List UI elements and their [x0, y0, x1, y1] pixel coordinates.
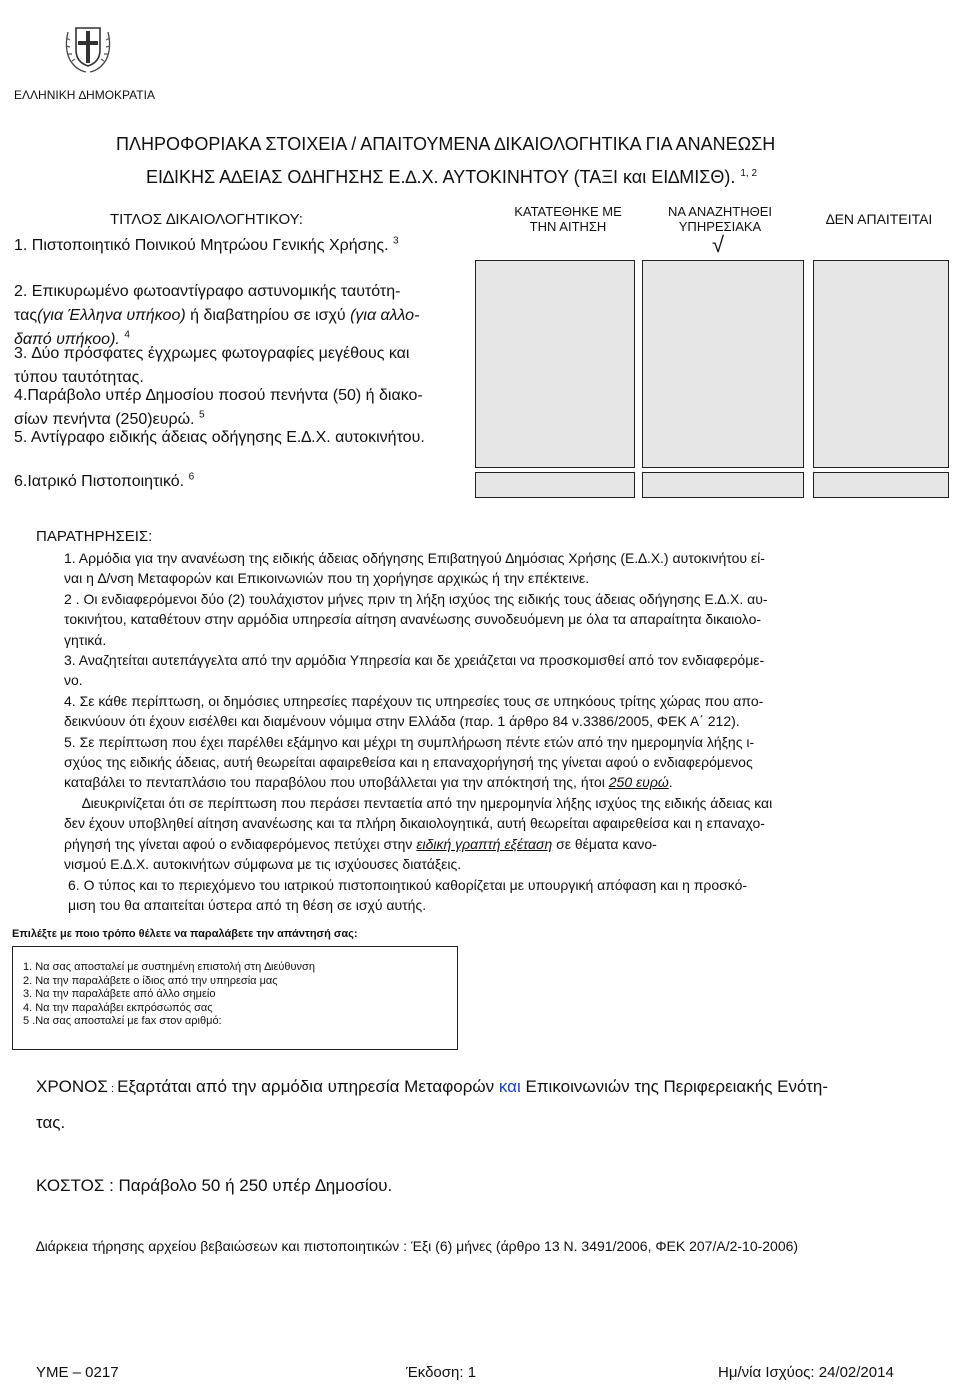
doc-6-searched-checkbox[interactable] [642, 472, 804, 498]
delivery-option-5[interactable]: 5 .Να σας αποσταλεί με fax στον αριθμό: [23, 1015, 222, 1027]
column-title-header: ΤΙΤΛΟΣ ∆ΙΚΑΙΟΛΟΓΗΤΙΚΟΥ: [110, 211, 303, 228]
delivery-option-2[interactable]: 2. Να την παραλάβετε ο ίδιος από την υπηρεσία μας [23, 974, 278, 987]
note-3: 3. Αναζητείται αυτεπάγγελτα από την αρμόδια Υπηρεσία και δε χρειάζεται να προσκομισθεί από τον ενδιαφερόμε- νο. [64, 652, 765, 689]
written-exam-link: ειδική γραπτή εξέταση [416, 835, 553, 852]
delivery-option-4[interactable]: 4. Να την παραλάβει εκπρόσωπός σας [23, 1001, 213, 1014]
note-2: 2 . Οι ενδιαφερόμενοι δύο (2) τουλάχιστον μήνες πριν τη λήξη ισχύος της ειδικής τους άδειας οδήγησης Ε.∆.Χ. αυ- τοκινήτου, καταθέτουν στην αρμόδια υπηρεσία αίτηση ανανέωσης συνοδευόμενη με όλα τα απαραίτητα δικαιολο- γητικά. [64, 590, 768, 648]
doc-5-label: 5. Αντίγραφο ειδικής άδειας οδήγησης Ε.∆.Χ. αυτοκινήτου. [14, 429, 425, 446]
note-1: 1. Αρμόδια για την ανανέωση της ειδικής άδειας οδήγησης Επιβατηγού ∆ημόσιας Χρήσης (Ε.∆.Χ.) αυτοκινήτου εί- ναι η ∆/νση Μεταφορών και Επικοινωνιών που τη χορήγησε αρχικώς ή την επέκτεινε. [64, 550, 765, 587]
doc-1-label: 1. Πιστοποιητικό Ποινικού Μητρώου Γενικής Χρήσης. $^3$ [14, 235, 399, 254]
footer-valid-from: Ημ/νία Ισχύος: 24/02/2014 [718, 1364, 894, 1381]
time-label: ΧΡΟΝΟΣ [36, 1077, 108, 1096]
delivery-heading: Επιλέξτε με ποιο τρόπο θέλετε να παραλάβετε την απάντησή σας: [12, 928, 358, 940]
doc-6-not-required-checkbox[interactable] [813, 472, 949, 498]
greek-coat-of-arms-icon [62, 14, 114, 74]
column-searched-header: ΝΑ ΑΝΑΖΗΤΗΘΕΙ ΥΠΗΡΕΣΙΑΚΑ [667, 204, 773, 234]
doc-2-label: 2. Επικυρωμένο φωτοαντίγραφο αστυνομικής ταυτότη- τας(για Έλληνα υπήκοο) ή διαβατηρίου σε ισχύ (για αλλο- δαπό υπήκοο). $^4$ [14, 283, 420, 348]
page-title-line-2: ΕΙ∆ΙΚΗΣ Α∆ΕΙΑΣ Ο∆ΗΓΗΣΗΣ Ε.∆.Χ. ΑΥΤΟΚΙΝΗΤΟΥ (ΤΑΞΙ και ΕΙ∆ΜΙΣΘ). $^{1, 2}$ [146, 167, 758, 187]
doc-6-label: 6.Ιατρικό Πιστοποιητικό. $^6$ [14, 471, 195, 490]
notes-body [64, 548, 954, 915]
retention-period: ∆ιάρκεια τήρησης αρχείου βεβαιώσεων και πιστοποιητικών : Έξι (6) μήνες (άρθρο 13 Ν. 3491/2006, ΦΕΚ 207/Α/2-10-2006) [36, 1238, 799, 1254]
fee-amount: 250 ευρώ [608, 774, 669, 791]
processing-time: ΧΡΟΝΟΣ : Εξαρτάται από την αρμόδια υπηρεσία Μεταφορών και Επικοινωνιών της Περιφερειακής Ενότη- τας. [36, 1077, 829, 1132]
delivery-options-box [12, 946, 458, 1050]
delivery-option-3[interactable]: 3. Να την παραλάβετε από άλλο σημείο [23, 988, 216, 1000]
page-title-line-1: ΠΛΗΡΟΦΟΡΙΑΚΑ ΣΤΟΙΧΕΙΑ / ΑΠΑΙΤΟΥΜΕΝΑ ∆ΙΚΑΙΟΛΟΓΗΤΙΚΑ ΓΙΑ ΑΝΑΝΕΩΣΗ [116, 134, 776, 154]
doc-6-submitted-checkbox[interactable] [475, 472, 635, 498]
cost-label: ΚΟΣΤΟΣ : [36, 1176, 119, 1195]
column-not-required-header: ∆ΕΝ ΑΠΑΙΤΕΙΤΑΙ [826, 211, 933, 227]
doc-3-label: 3. ∆ύο πρόσφατες έγχρωμες φωτογραφίες μεγέθους και τύπου ταυτότητας. [14, 345, 410, 386]
not-required-checkbox-column[interactable] [813, 260, 949, 468]
searched-checkbox-column[interactable] [642, 260, 804, 468]
note-5: 5. Σε περίπτωση που έχει παρέλθει εξάμηνο και μέχρι τη συμπλήρωση πέντε ετών από την ημερομηνία λήξης ι- σχύος της ειδικής άδειας, αυτή θεωρείται αφαιρεθείσα και η επαναχορήγησή της γίνεται αφού ο ενδιαφερόμενος καταβάλει το πενταπλάσιο του παραβόλου που υποβάλλεται για την απόκτησή της, ήτοι 250 ευρώ. ∆ιευκρινίζεται ότι σε περίπτωση που περάσει πενταετία από την ημερομηνία λήξης ισχύος της ειδικής άδειας και δεν έχουν υποβληθεί αίτηση ανανέωσης και τα πλήρη δικαιολογητικά, αυτή θεωρείται αφαιρεθείσα και η επαναχο- ρήγησή της γίνεται αφού ο ενδιαφερόμενος πετύχει στην ειδική γραπτή εξέταση σε θέματα κανο- νισμού Ε.∆.Χ. αυτοκινήτων σύμφωνα με τις ισχύουσες διατάξεις. [64, 733, 773, 873]
notes-heading: ΠΑΡΑΤΗΡΗΣΕΙΣ: [36, 528, 153, 545]
check-mark-icon: √ [712, 232, 725, 257]
submitted-checkbox-column[interactable] [475, 260, 635, 468]
state-name: ΕΛΛΗΝΙΚΗ ∆ΗΜΟΚΡΑΤΙΑ [14, 88, 155, 102]
delivery-option-1[interactable]: 1. Να σας αποσταλεί με συστημένη επιστολή στη ∆ιεύθυνση [23, 961, 315, 973]
footer-edition: Έκδοση: 1 [406, 1364, 477, 1381]
cost: ΚΟΣΤΟΣ : Παράβολο 50 ή 250 υπέρ ∆ημοσίου. [36, 1176, 393, 1195]
note-6: 6. Ο τύπος και το περιεχόμενο του ιατρικού πιστοποιητικού καθορίζεται με υπουργική απόφαση και η προσκό- μιση του θα απαιτείται ύστερα από τη θέση σε ισχύ αυτής. [68, 876, 748, 913]
note-4: 4. Σε κάθε περίπτωση, οι δημόσιες υπηρεσίες παρέχουν τις υπηρεσίες τους σε υπηκόους τρίτης χώρας που απο- δεικνύουν ότι έχουν εισέλθει και διαμένουν νόμιμα στην Ελλάδα (παρ. 1 άρθρο 84 ν.3386/2005, ΦΕΚ Α΄ 212). [64, 692, 764, 730]
footer-form-code: ΥΜΕ – 0217 [36, 1364, 119, 1381]
doc-4-label: 4.Παράβολο υπέρ ∆ημοσίου ποσού πενήντα (50) ή διακο- σίων πενήντα (250)ευρώ. $^5$ [14, 387, 423, 428]
column-submitted-header: ΚΑΤΑΤΕΘΗΚΕ ΜΕ ΤΗΝ ΑΙΤΗΣΗ [514, 204, 622, 234]
title-footnote-ref: 1, 2 [740, 168, 758, 179]
